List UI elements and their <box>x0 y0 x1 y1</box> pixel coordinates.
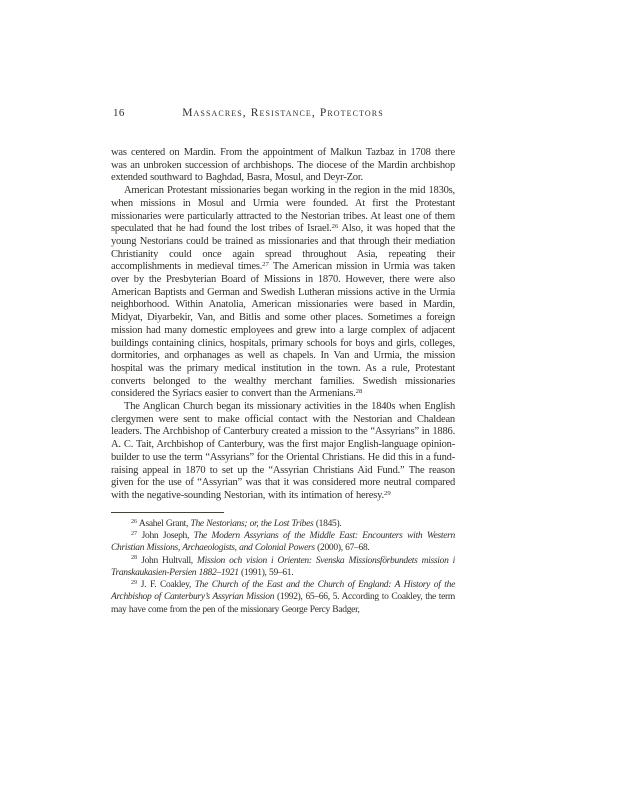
footnote <box>111 555 455 580</box>
text-run: J. F. Coakley, <box>137 580 195 591</box>
text-run: The American mission in Urmia was taken over by the Presbyterian Board of Missions in 1870. However, there were also American Baptists and German and Swedish Lutheran missions active in the Urmia neighborhood. Within Anatolia, American missionaries were based in Mardin, Midyat, Diyarbekir, Van, and Bitlis and some other places. Sometimes a foreign mission had many domestic employees and grew into a large complex of adjacent buildings containing clinics, hospitals, primary schools for boys and girls, colleges, dormitories, and orphanages as well as chapels. In Van and Urmia, the mission hospital was the primary medical institution in the town. As a rule, Protestant converts belonged to the wealthy merchant families. Swedish missionaries considered the Syriacs easier to convert than the Armenians. <box>111 261 456 400</box>
text-run: The Anglican Church began its missionary activities in the 1840s when English clergymen were sent to make official contact with the Nestorian and Chaldean leaders. The Archbishop of Canterbury created a mission to the “Assyrians” in 1886. A. C. Tait, Archbishop of Canterbury, was the first major English-language opinion-builder to use the term “Assyrians” for the Oriental Christians. He did this in a fund-raising appeal in 1870 to set up the “Assyrian Christians Aid Fund.” The reason given for the use of “Assyrian” was that it was considered more neutral compared with the negative-sounding Nestorian, with its intimation of heresy. <box>111 401 455 501</box>
footnote <box>111 579 455 616</box>
text-run: Asahel Grant, <box>137 518 191 529</box>
text-run: (1845). <box>313 518 342 529</box>
text-run: American Protestant missionaries began working in the region in the mid 1830s, when missions in Mosul and Urmia were founded. At first the Protestant missionaries were particularly attracted to the Nestorian tribes. At least one of them speculated that he had found the lost tribes of Israel. <box>111 185 455 235</box>
text-run: Also, it was hoped that the young Nestorians could be trained as missionaries and that through their mediation Christianity could once again spread throughout Asia, repeating their accomplishments in medieval times. <box>111 223 455 273</box>
footnote-number: 27 <box>131 530 138 537</box>
footnote-marker: 27 <box>262 261 269 269</box>
paragraph <box>111 185 455 401</box>
body-text <box>111 147 455 503</box>
footnote <box>111 518 455 530</box>
work-title: Mission och vision i Orienten: Svenska Missionsförbundets mission i Transkaukasien-Persien 1882–1921 <box>111 555 456 578</box>
paragraph <box>111 147 455 185</box>
page-number: 16 <box>113 107 125 119</box>
footnote-number: 28 <box>131 555 138 562</box>
work-title: The Nestorians; or, the Lost Tribes <box>190 518 314 529</box>
text-run: (1991), 59–61. <box>238 567 294 578</box>
footnote-number: 29 <box>131 579 138 586</box>
running-head: Massacres, Resistance, Protectors <box>182 107 384 119</box>
work-title: The Church of the East and the Church of England: A History of the Archbishop of Canterbury’s Assyrian Mission <box>111 580 455 603</box>
footnote-marker: 29 <box>383 489 391 497</box>
text-run: (2000), 67–68. <box>314 543 370 554</box>
paragraph <box>111 401 455 503</box>
text-run: John Joseph, <box>137 530 194 541</box>
text-run: John Hultvall, <box>137 555 197 566</box>
work-title: The Modern Assyrians of the Middle East: Encounters with Western Christian Missions, Archaeologists, and Colonial Powers <box>111 530 455 554</box>
footnote-number: 26 <box>131 518 138 525</box>
page-header <box>111 107 455 121</box>
page-content <box>111 107 455 616</box>
text-run: was centered on Mardin. From the appointment of Malkun Tazbaz in 1708 there was an unbroken succession of archbishops. The diocese of the Mardin archbishop extended southward to Baghdad, Basra, Mosul, and Deyr-Zor. <box>111 147 455 184</box>
footnote-marker: 28 <box>355 388 363 396</box>
footnote-separator <box>111 512 224 513</box>
text-run: (1992), 65–66, 5. According to Coakley, the term may have come from the pen of the missionary George Percy Badger, <box>111 592 456 615</box>
footnote-marker: 26 <box>331 223 339 231</box>
footnote <box>111 530 455 555</box>
footnotes-section <box>111 518 455 616</box>
